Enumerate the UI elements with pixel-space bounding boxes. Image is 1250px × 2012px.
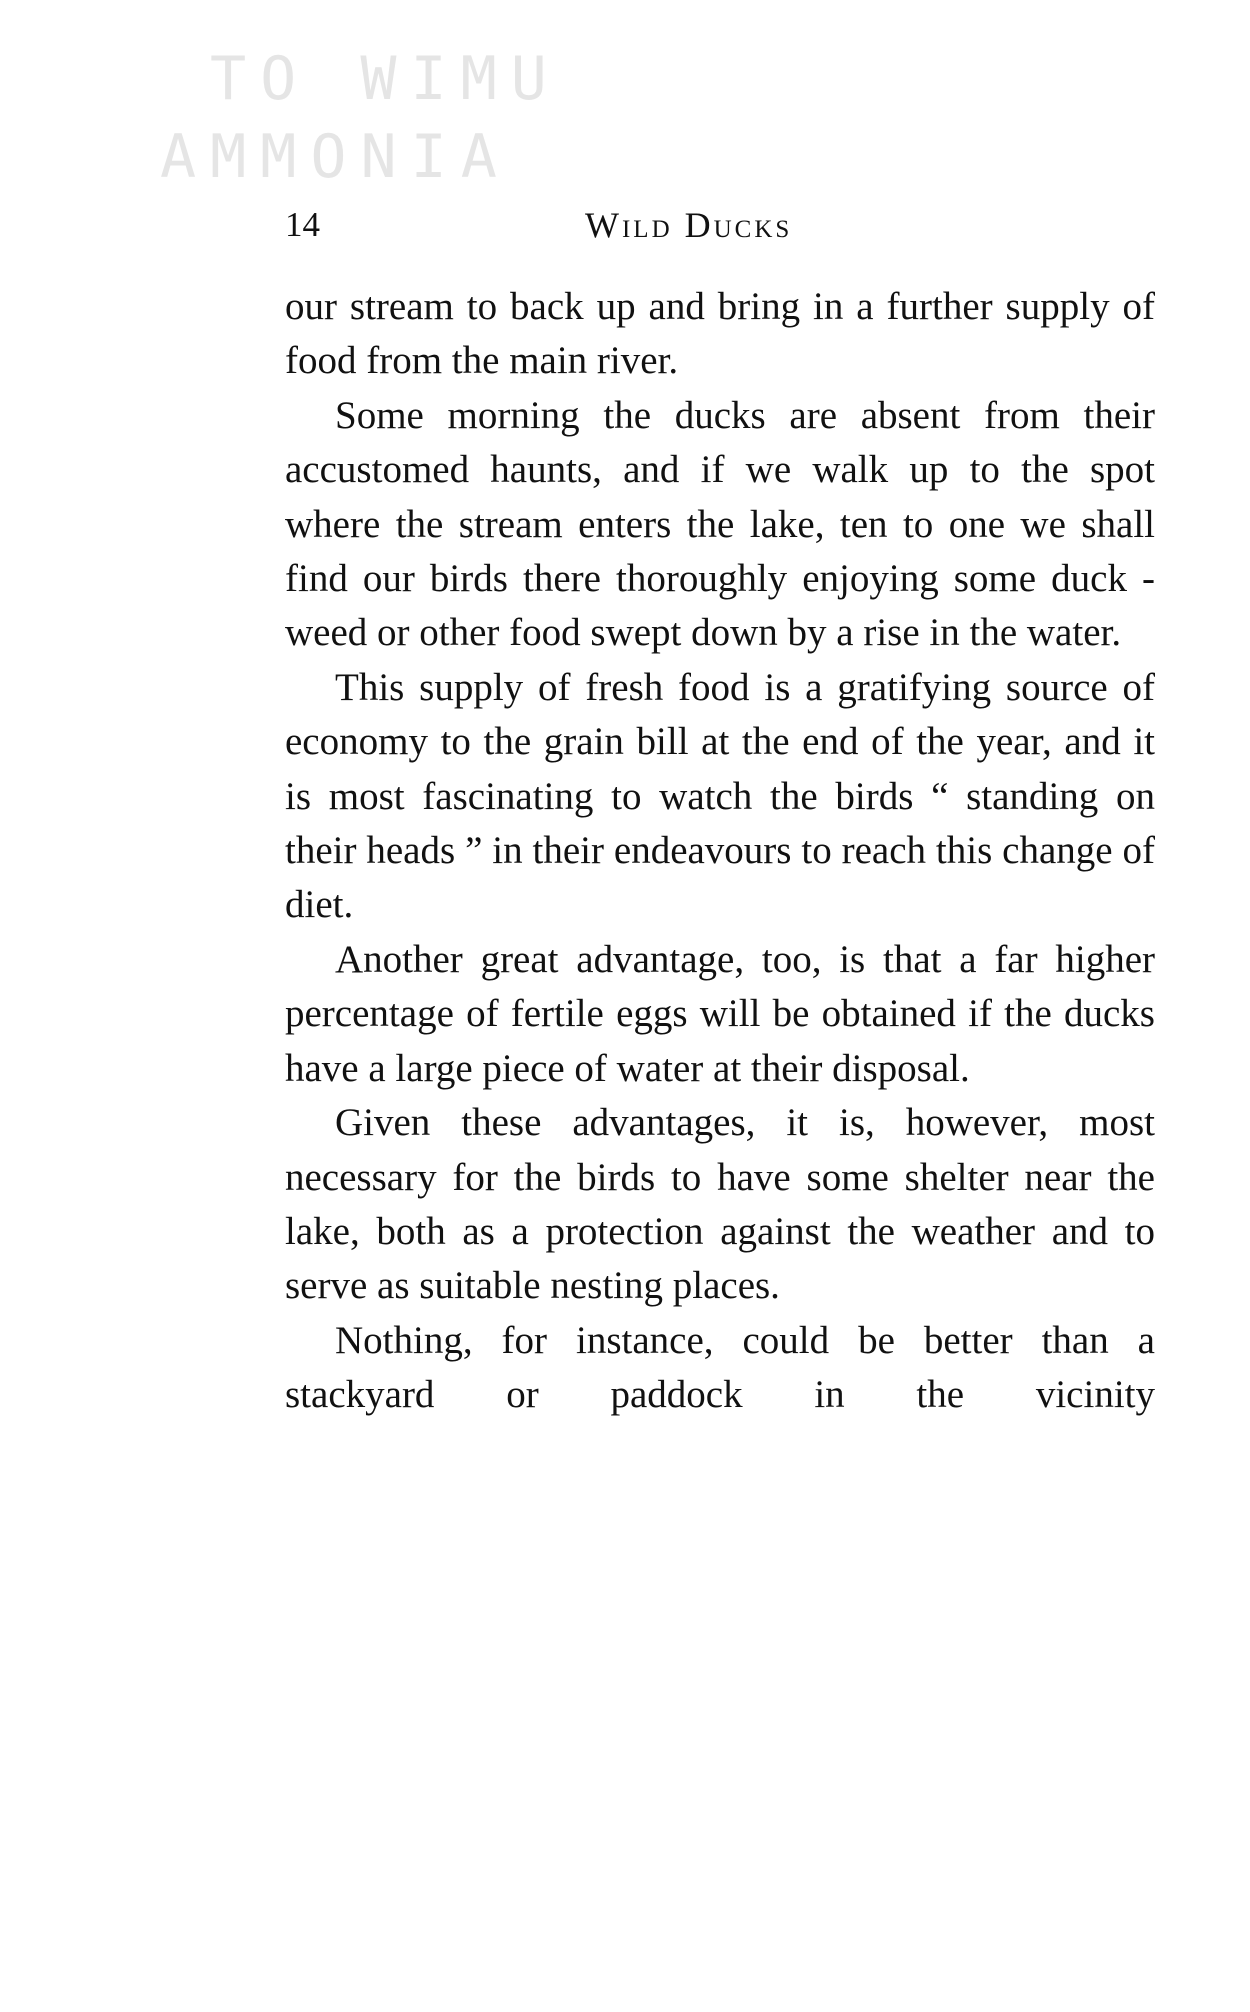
paragraph-4: Another great advantage, too, is that a far higher percentage of fertile eggs will be obtained if the ducks have a large piece of water at their disposal. <box>285 937 1155 1090</box>
paragraph-2: Some morning the ducks are absent from their accustomed haunts, and if we walk up to the spot where the stream enters the lake, ten to one we shall find our birds there thoroughly enjoying some duck - weed or other food swept down by a rise in the water. <box>285 393 1155 655</box>
body-text <box>285 280 1155 1423</box>
stamp-line-2: AMMONIA <box>160 122 511 192</box>
paragraph-6: Nothing, for instance, could be better than a stackyard or paddock in the vicinity <box>285 1318 1155 1417</box>
running-head: Wild Ducks <box>585 205 793 245</box>
stamp-line-1: TO WIMU <box>210 44 561 114</box>
paragraph-1: our stream to back up and bring in a further supply of food from the main river. <box>285 285 1155 383</box>
paragraph-5: Given these advantages, it is, however, most necessary for the birds to have some shelter near the lake, both as a protection against the weather and to serve as suitable nesting places. <box>285 1101 1155 1308</box>
paragraph-3: This supply of fresh food is a gratifying source of economy to the grain bill at the end of the year, and it is most fascinating to watch the birds “ standing on their heads ” in their endeavours to reach this change of diet. <box>285 665 1155 927</box>
page-number: 14 <box>285 205 320 244</box>
page-header <box>285 200 1155 250</box>
library-stamp <box>150 40 630 210</box>
